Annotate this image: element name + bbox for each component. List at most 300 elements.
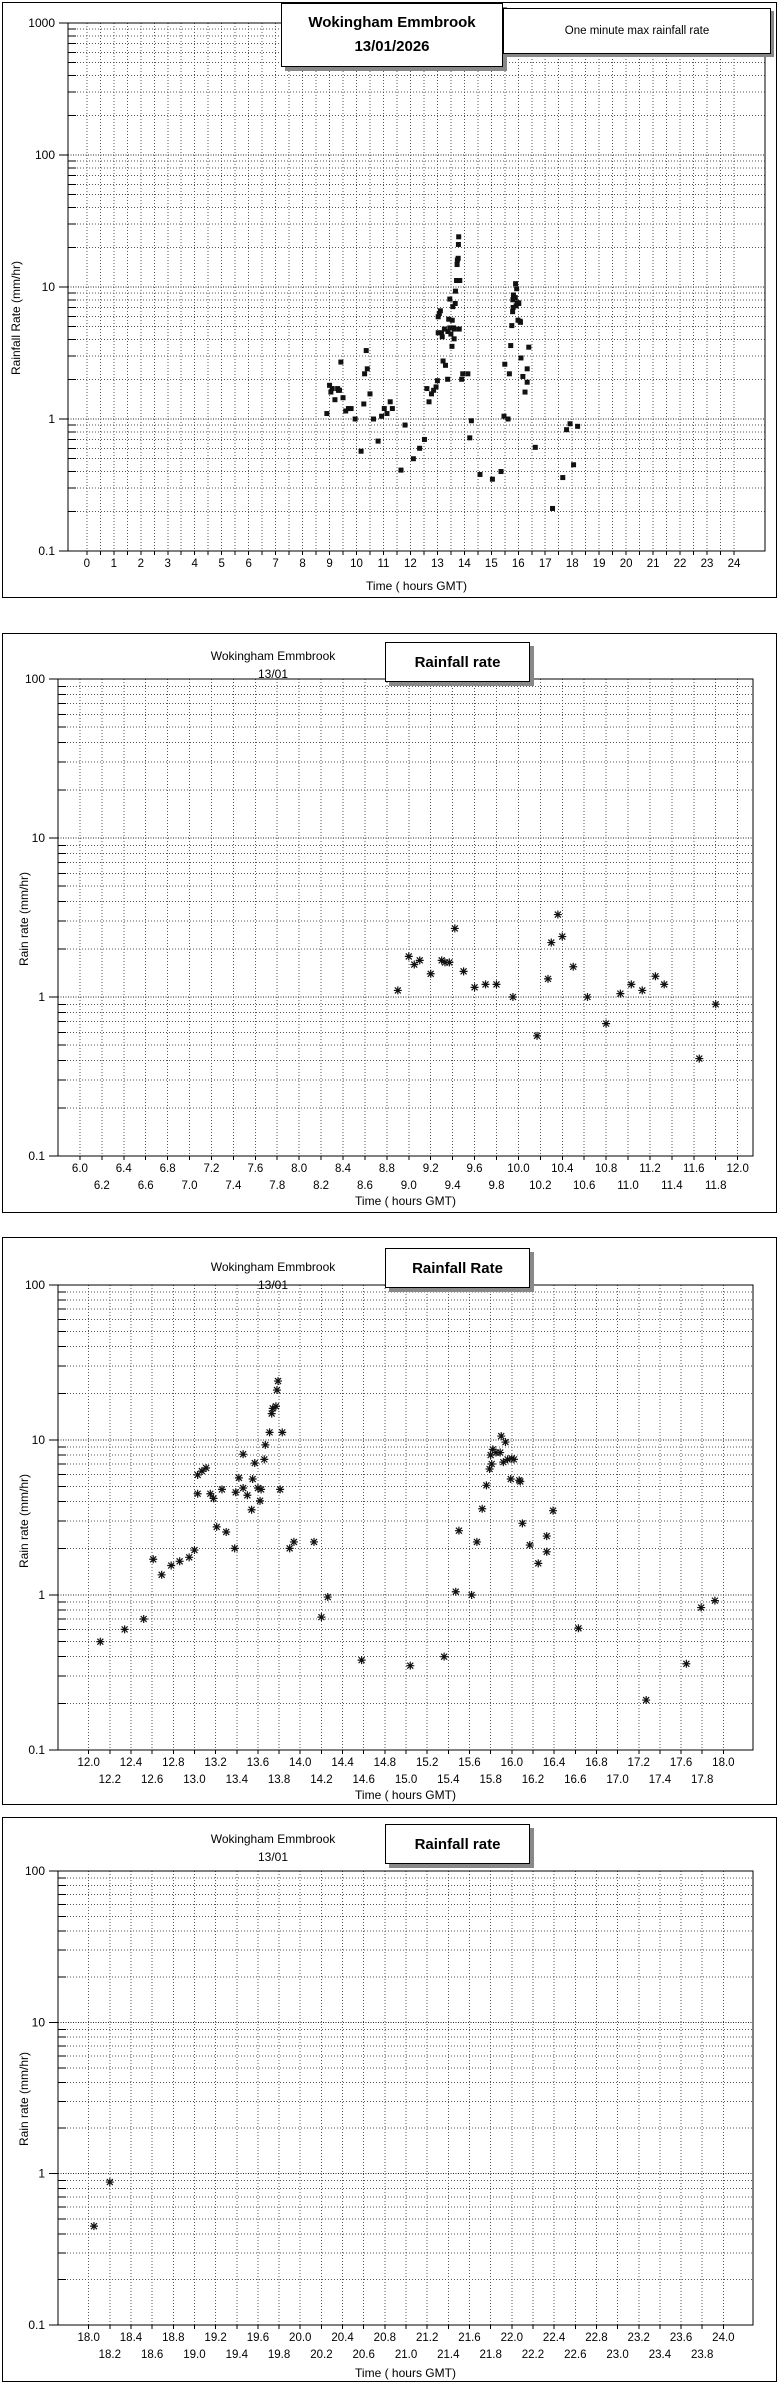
data-point [507,1475,515,1483]
data-point [272,1402,280,1410]
data-point [682,1660,690,1668]
data-point [534,1559,542,1567]
chart-title [143,1258,403,1294]
x-tick-label: 6.0 [71,1163,88,1175]
axis-ticks [49,1871,723,2329]
x-tick-label: 18.4 [119,2332,143,2344]
data-point [496,1449,504,1457]
panel-afternoon-detail [2,1237,777,1805]
data-point [471,983,479,991]
data-point [359,449,364,454]
data-point [518,1519,526,1527]
x-tick-label: 22 [673,558,687,570]
plot-evening-detail [3,1818,778,2383]
x-tick-label: 20.8 [373,2332,397,2344]
data-point [96,1638,104,1646]
x-tick-label: 21.4 [437,2349,460,2361]
x-tick-label: 14.2 [310,1774,333,1786]
data-point [232,1488,240,1496]
data-point [332,397,337,402]
legend-label: One minute max rainfall rate [564,25,710,37]
x-tick-label: 9.4 [444,1180,461,1192]
data-point [427,970,435,978]
data-point [482,980,490,988]
x-tick-label: 17 [538,558,552,570]
data-point [568,421,573,426]
y-axis-label: Rain rate (mm/hr) [17,871,31,966]
y-tick-label: 0.1 [28,1149,45,1163]
data-point [424,386,429,391]
data-point [398,468,403,473]
data-point [438,308,443,313]
data-point [405,952,413,960]
data-point [513,281,518,286]
x-tick-label: 12 [404,558,417,570]
data-point [273,1386,281,1394]
data-point [286,1544,294,1552]
data-point [390,406,395,411]
chart-date: 13/01/2026 [354,38,430,55]
data-point [158,1571,166,1579]
x-tick-label: 20.0 [289,2332,312,2344]
data-point [571,462,576,467]
x-tick-label: 13.6 [246,1757,270,1769]
x-tick-label: 17.6 [669,1757,693,1769]
x-tick-label: 16.6 [564,1774,587,1786]
data-point [427,399,432,404]
data-point [251,1459,259,1467]
data-point [261,1441,269,1449]
axis-ticks [49,679,738,1160]
x-tick-label: 21.2 [415,2332,439,2344]
data-point [453,289,458,294]
x-tick-label: 6.6 [137,1180,154,1192]
data-point [194,1490,202,1498]
data-point [167,1561,175,1569]
y-tick-label: 100 [24,1278,45,1292]
x-tick-label: 19.0 [183,2349,206,2361]
x-tick-label: 17.2 [627,1757,650,1769]
data-point [469,418,474,423]
chart-date: 13/01 [257,667,289,681]
x-tick-label: 9.8 [488,1180,505,1192]
x-tick-label: 15.4 [437,1774,460,1786]
data-point [379,414,384,419]
y-tick-label: 100 [24,1864,45,1878]
x-tick-label: 17.8 [691,1774,714,1786]
x-tick-label: 19.2 [204,2332,227,2344]
y-tick-label: 1 [38,1588,45,1602]
data-point [353,417,358,422]
data-point [330,386,335,391]
x-tick-label: 15.8 [479,1774,502,1786]
y-tick-label: 10 [31,1433,45,1447]
x-tick-label: 15.6 [458,1757,481,1769]
x-tick-label: 11.0 [617,1180,639,1192]
plot-daily-overview [3,3,778,599]
x-tick-label: 9 [326,558,333,570]
x-tick-label: 7.8 [269,1180,286,1192]
data-point [492,980,500,988]
rate-title-box [385,1248,530,1288]
gridlines [58,1285,753,1750]
x-tick-label: 16.8 [585,1757,608,1769]
x-tick-label: 9.2 [422,1163,439,1175]
data-point [239,1450,247,1458]
x-tick-label: 13.4 [225,1774,248,1786]
y-tick-label: 10 [41,280,55,294]
data-point [459,377,464,382]
data-point [445,958,453,966]
data-point [185,1553,193,1561]
data-point [457,327,462,332]
y-tick-labels [28,16,55,558]
data-points [324,234,580,511]
x-tick-label: 20 [619,558,633,570]
x-tick-label: 21.0 [394,2349,418,2361]
plot-afternoon-detail [3,1238,778,1806]
data-point [616,990,624,998]
x-tick-label: 22.8 [585,2332,608,2344]
chart-title-box [281,3,503,67]
x-tick-label: 14.4 [331,1757,354,1769]
panel-evening-detail [2,1817,777,2382]
data-point [440,334,445,339]
data-point [411,456,416,461]
x-tick-label: 6.8 [159,1163,176,1175]
y-tick-label: 100 [34,148,55,162]
x-tick-label: 1 [110,558,118,570]
x-tick-label: 8.4 [335,1163,352,1175]
x-tick-label: 6.2 [93,1180,110,1192]
data-point [256,1497,264,1505]
data-point [452,1588,460,1596]
data-point [452,336,457,341]
data-point [202,1464,210,1472]
station-name: Wokingham Emmbrook [210,1832,336,1846]
x-tick-label: 13.0 [183,1774,206,1786]
data-point [638,986,646,994]
data-point [358,1656,366,1664]
data-point [497,1432,505,1440]
legend-box [503,8,771,54]
data-point [564,427,569,432]
panel-morning-detail [2,633,777,1213]
x-tick-label: 3 [164,558,171,570]
x-tick-label: 9.6 [466,1163,483,1175]
station-name: Wokingham Emmbrook [210,1260,336,1274]
y-axis-label: Rain rate (mm/hr) [17,1473,31,1568]
y-axis-label: Rainfall Rate (mm/hr) [9,260,23,375]
data-point [121,1625,129,1633]
chart-date: 13/01 [257,1850,289,1864]
data-point [367,391,372,396]
rate-title-box [385,642,530,682]
data-point [324,411,329,416]
x-tick-label: 16.2 [521,1774,545,1786]
y-axis-label: Rain rate (mm/hr) [17,2051,31,2146]
x-tick-label: 13.8 [267,1774,291,1786]
x-tick-label: 17.4 [648,1774,672,1786]
data-point [506,417,511,422]
x-axis-label: Time ( hours GMT) [355,1194,456,1208]
x-tick-label: 23 [700,558,714,570]
x-tick-label: 24 [727,558,741,570]
station-name: Wokingham Emmbrook [210,649,336,663]
x-tick-label: 6.4 [115,1163,132,1175]
data-point [514,286,519,291]
y-tick-label: 1 [38,990,45,1004]
x-tick-label: 11 [377,558,390,570]
data-point [190,1546,198,1554]
plot-morning-detail [3,634,778,1214]
data-point [526,345,531,350]
gridlines [58,1871,753,2325]
data-point [266,1428,274,1436]
data-point [231,1544,239,1552]
data-point [447,297,452,302]
x-tick-label: 8.2 [313,1180,330,1192]
data-point [473,1538,481,1546]
data-point [341,395,346,400]
x-tick-label: 11.8 [704,1180,727,1192]
data-point [575,424,580,429]
data-point [349,406,354,411]
x-tick-label: 21.8 [479,2349,502,2361]
x-tick-label: 5 [218,558,225,570]
x-tick-label: 19.6 [246,2332,270,2344]
data-point [550,506,555,511]
data-point [364,348,369,353]
x-tick-label: 16.4 [542,1757,566,1769]
data-point [560,475,565,480]
y-tick-label: 0.1 [28,1743,45,1757]
x-tick-label: 9.0 [400,1180,417,1192]
x-tick-label: 6 [245,558,252,570]
x-tick-label: 17.0 [606,1774,629,1786]
x-tick-label: 23.2 [627,2332,650,2344]
data-point [448,332,453,337]
x-tick-label: 11.2 [639,1163,661,1175]
data-point [361,401,366,406]
data-point [526,1541,534,1549]
data-point [482,1481,490,1489]
data-point [697,1604,705,1612]
data-point [416,956,424,964]
data-point [460,967,468,975]
x-tick-label: 7.6 [247,1163,264,1175]
x-tick-label: 8 [299,558,306,570]
data-point [642,1696,650,1704]
x-tick-label: 12.0 [726,1163,749,1175]
data-point [90,2222,98,2230]
data-point [218,1485,226,1493]
data-point [525,366,530,371]
gridlines [68,23,765,551]
x-tick-label: 15.0 [394,1774,418,1786]
station-name: Wokingham Emmbrook [308,14,476,31]
data-point [544,975,552,983]
data-point [602,1020,610,1028]
x-tick-label: 12.8 [162,1757,185,1769]
y-tick-label: 1 [38,2166,45,2181]
data-point [394,986,402,994]
x-tick-label: 19 [592,558,606,570]
data-point [558,933,566,941]
data-point [337,388,342,393]
x-tick-label: 18.2 [98,2349,122,2361]
data-point [434,384,439,389]
x-tick-label: 20.6 [352,2349,375,2361]
data-point [569,963,577,971]
data-point [502,362,507,367]
data-point [440,1653,448,1661]
x-tick-label: 22.2 [521,2349,545,2361]
data-point [516,301,521,306]
data-point [456,242,461,247]
x-tick-labels [84,558,741,570]
data-point [518,320,523,325]
data-point [382,406,387,411]
data-point [467,435,472,440]
x-tick-label: 23.6 [669,2332,693,2344]
x-tick-label: 14.8 [373,1757,397,1769]
y-tick-label: 100 [24,672,45,686]
data-point [533,1032,541,1040]
x-tick-label: 10.6 [572,1180,596,1192]
data-point [507,371,512,376]
data-point [239,1484,247,1492]
x-tick-label: 19.4 [225,2349,248,2361]
data-point [501,1438,509,1446]
data-point [235,1474,243,1482]
x-tick-label: 7 [272,558,279,570]
y-tick-label: 1 [48,412,55,426]
data-point [362,371,367,376]
x-tick-label: 18.0 [712,1757,735,1769]
data-point [106,2178,114,2186]
data-point [490,477,495,482]
x-tick-label: 8.0 [291,1163,308,1175]
data-point [554,911,562,919]
rate-title-box [385,1824,530,1864]
x-tick-label: 7.4 [225,1180,242,1192]
chart-title [143,1830,403,1866]
data-point [543,1532,551,1540]
x-tick-label: 18.0 [77,2332,100,2344]
x-tick-label: 18.8 [162,2332,185,2344]
data-point [443,363,448,368]
x-tick-label: 13.2 [204,1757,227,1769]
data-point [460,371,465,376]
x-tick-label: 21 [646,558,660,570]
data-point [509,993,517,1001]
data-point [410,961,418,969]
data-point [222,1528,230,1536]
data-point [457,278,462,283]
x-tick-label: 7.0 [181,1180,198,1192]
data-point [549,1507,557,1515]
x-tick-labels [77,2332,734,2361]
x-tick-label: 18 [565,558,579,570]
data-point [278,1428,286,1436]
y-tick-label: 0.1 [28,2318,45,2332]
x-tick-label: 23.8 [691,2349,714,2361]
x-tick-label: 11.4 [661,1180,683,1192]
chart-date: 13/01 [257,1278,289,1292]
data-point [523,390,528,395]
x-tick-label: 12.2 [98,1774,122,1786]
data-point [520,374,525,379]
data-point [365,366,370,371]
chart-title [143,647,403,683]
data-point [243,1491,251,1499]
data-point [406,1662,414,1670]
data-point [445,377,450,382]
data-points [96,1377,719,1704]
data-point [371,417,376,422]
data-point [384,411,389,416]
data-point [274,1377,282,1385]
data-point [455,1527,463,1535]
data-point [543,1548,551,1556]
plot-border [58,1871,753,2325]
data-point [451,924,459,932]
x-tick-label: 15.2 [415,1757,439,1769]
x-tick-label: 7.2 [203,1163,220,1175]
data-point [310,1538,318,1546]
x-tick-label: 13 [430,558,444,570]
x-axis-label: Time ( hours GMT) [366,579,467,593]
y-tick-label: 0.1 [38,544,55,558]
data-point [453,301,458,306]
x-tick-label: 14 [457,558,471,570]
x-tick-label: 10.4 [551,1163,574,1175]
data-point [510,1455,518,1463]
x-tick-label: 22.4 [542,2332,566,2344]
data-point [508,343,513,348]
x-tick-label: 14.6 [352,1774,375,1786]
data-point [276,1485,284,1493]
x-tick-label: 16.0 [500,1757,524,1769]
data-point [499,469,504,474]
panel-daily-overview [2,2,777,598]
data-point [249,1475,257,1483]
data-point [210,1494,218,1502]
rate-title-label: Rainfall rate [414,653,501,671]
x-tick-label: 8.8 [378,1163,395,1175]
data-point [518,355,523,360]
data-point [509,323,514,328]
data-point [478,1505,486,1513]
data-point [456,256,461,261]
x-tick-label: 12.0 [77,1757,100,1769]
data-point [140,1615,148,1623]
x-tick-label: 11.6 [683,1163,705,1175]
x-tick-labels [77,1757,734,1786]
x-tick-label: 0 [83,558,91,570]
data-point [213,1523,221,1531]
data-point [338,360,343,365]
data-point [176,1557,184,1565]
data-point [651,972,659,980]
x-tick-label: 10 [350,558,363,570]
gridlines [58,679,753,1156]
x-tick-label: 8.6 [356,1180,373,1192]
data-point [324,1593,332,1601]
x-tick-label: 23.0 [606,2349,629,2361]
x-tick-label: 20.4 [331,2332,354,2344]
